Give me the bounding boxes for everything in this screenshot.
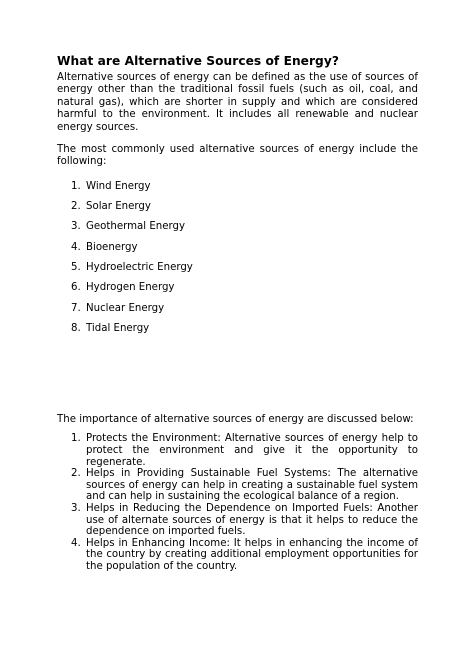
list-item-text: Helps in Reducing the Dependence on Imported Fuels: Another use of alternate sources of energy is that it helps to reduce the dependence on imported fuels. [86,502,418,538]
list-number: 2. [71,468,81,480]
list-number: 2. [71,201,81,213]
list-item [57,282,418,302]
list-item-text: Hydrogen Energy [86,282,175,294]
document-page [57,53,418,572]
list-item [57,468,418,503]
common-sources-paragraph: The most commonly used alternative sources of energy include the following: [57,144,418,168]
list-item [57,433,418,468]
list-item-text: Solar Energy [86,201,151,213]
list-item [57,503,418,538]
importance-section [57,414,418,573]
list-item [57,242,418,262]
list-number: 6. [71,282,81,294]
list-number: 3. [71,221,81,233]
list-item-text: Helps in Enhancing Income: It helps in enhancing the income of the country by creating additional employment opportunities for the population of the country. [86,537,418,572]
list-number: 3. [71,502,81,514]
list-number: 4. [71,537,81,549]
list-item-text: Hydroelectric Energy [86,262,193,274]
list-number: 4. [71,241,81,253]
list-item [57,201,418,221]
list-item [57,181,418,201]
intro-paragraph: Alternative sources of energy can be defined as the use of sources of energy other than the traditional fossil fuels (such as oil, coal, and natural gas), which are shorter in supply and which are considered harmful to the environment. It includes all renewable and nuclear energy sources. [57,72,418,133]
list-number: 5. [71,262,81,274]
list-number: 8. [71,322,81,334]
importance-intro-paragraph: The importance of alternative sources of energy are discussed below: [57,414,414,425]
list-number: 7. [71,302,81,314]
list-item-text: Bioenergy [86,241,138,253]
importance-list [57,433,418,572]
list-item [57,303,418,323]
list-item [57,221,418,241]
list-number: 1. [71,433,81,445]
list-item [57,538,418,573]
list-item-text: Tidal Energy [86,322,150,334]
list-item-text: Geothermal Energy [86,221,186,233]
list-item-text: Helps in Providing Sustainable Fuel Systems: The alternative sources of energy can help in creating a sustainable fuel system and can help in sustaining the ecological balance of a region. [86,468,418,503]
list-item [57,262,418,282]
list-item [57,323,418,343]
list-item-text: Nuclear Energy [86,302,165,314]
energy-sources-list [57,181,418,343]
list-item-text: Protects the Environment: Alternative sources of energy help to protect the environment and give it the opportunity to regenerate. [86,433,418,468]
list-item-text: Wind Energy [86,180,151,192]
page-title: What are Alternative Sources of Energy? [57,54,339,68]
list-number: 1. [71,180,81,192]
